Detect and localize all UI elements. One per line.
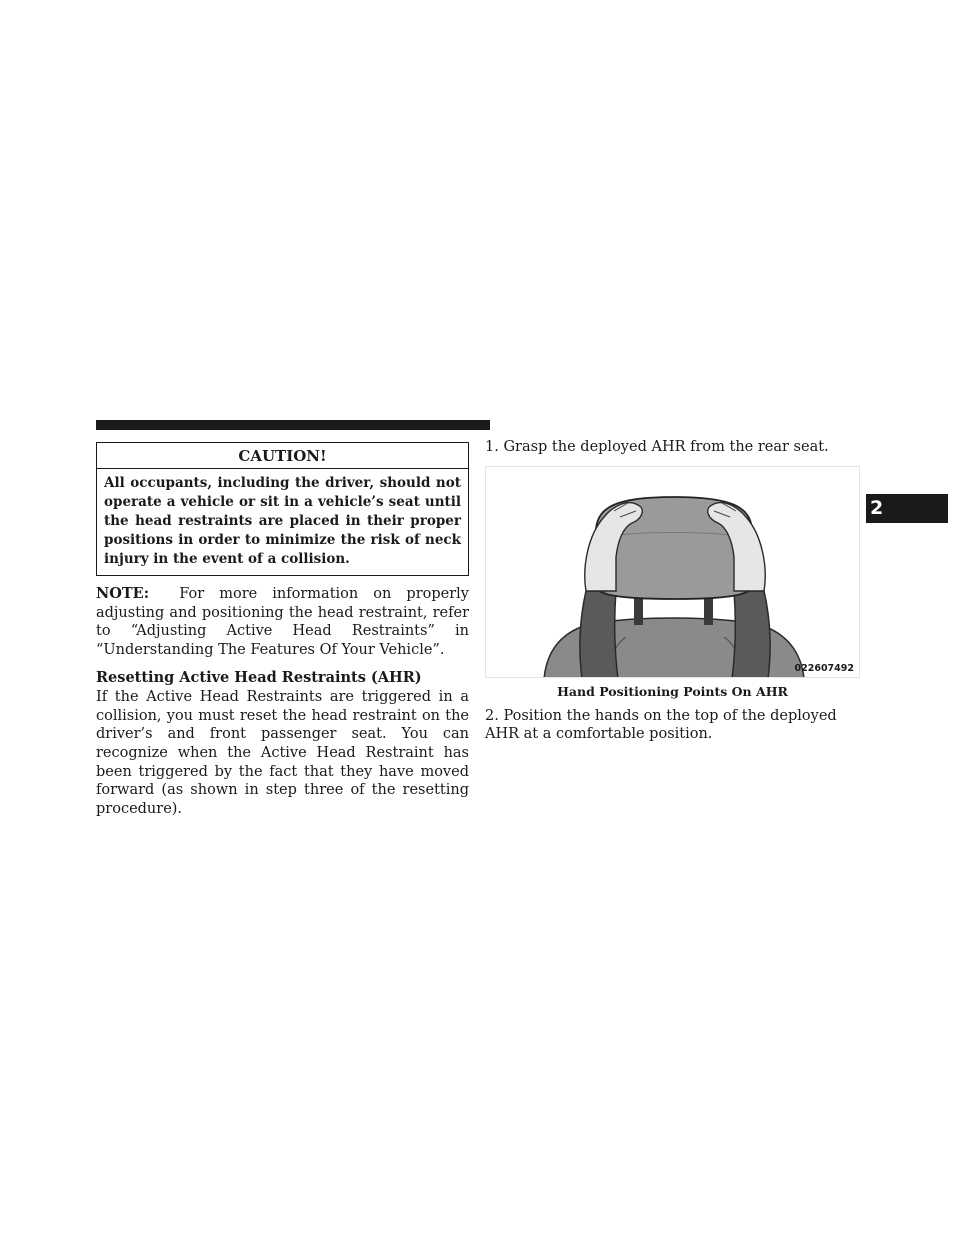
note-text: For more information on properly adjusting and positioning the head restraint, refer to “Adjusting Active Head Restraints” in “Understanding The Features Of Your Vehicle”. <box>96 586 469 659</box>
figure-caption: Hand Positioning Points On AHR <box>557 683 788 699</box>
caution-title: CAUTION! <box>97 443 468 469</box>
caution-box <box>96 442 469 576</box>
left-arm-sleeve <box>580 591 618 678</box>
figure-code: 022607492 <box>794 662 854 674</box>
left-column <box>96 442 469 819</box>
section-body: If the Active Head Restraints are triggered in a collision, you must reset the head restraint on the driver’s and front passenger seat. You can recognize when the Active Head Restraint has been triggered by the fact that they have moved forward (as shown in step three of the resetting procedure). <box>96 688 469 818</box>
chapter-tab[interactable]: 2 <box>866 494 948 523</box>
ahr-illustration <box>485 466 860 678</box>
right-column <box>485 438 860 744</box>
right-arm-sleeve <box>732 591 770 678</box>
note-label: NOTE: <box>96 585 150 602</box>
post-right <box>704 595 713 625</box>
note-paragraph <box>96 585 469 660</box>
step-2: 2. Position the hands on the top of the deployed AHR at a comfortable position. <box>485 707 837 743</box>
step-1: 1. Grasp the deployed AHR from the rear seat. <box>485 439 829 455</box>
head-restraint-illustration <box>486 467 860 678</box>
section-heading: Resetting Active Head Restraints (AHR) <box>96 668 422 686</box>
post-left <box>634 595 643 625</box>
section-top-rule <box>96 420 490 430</box>
caution-body: All occupants, including the driver, should not operate a vehicle or sit in a vehicle’s seat until the head restraints are placed in their proper positions in order to minimize the risk of neck injury in the event of a collision. <box>104 475 461 567</box>
